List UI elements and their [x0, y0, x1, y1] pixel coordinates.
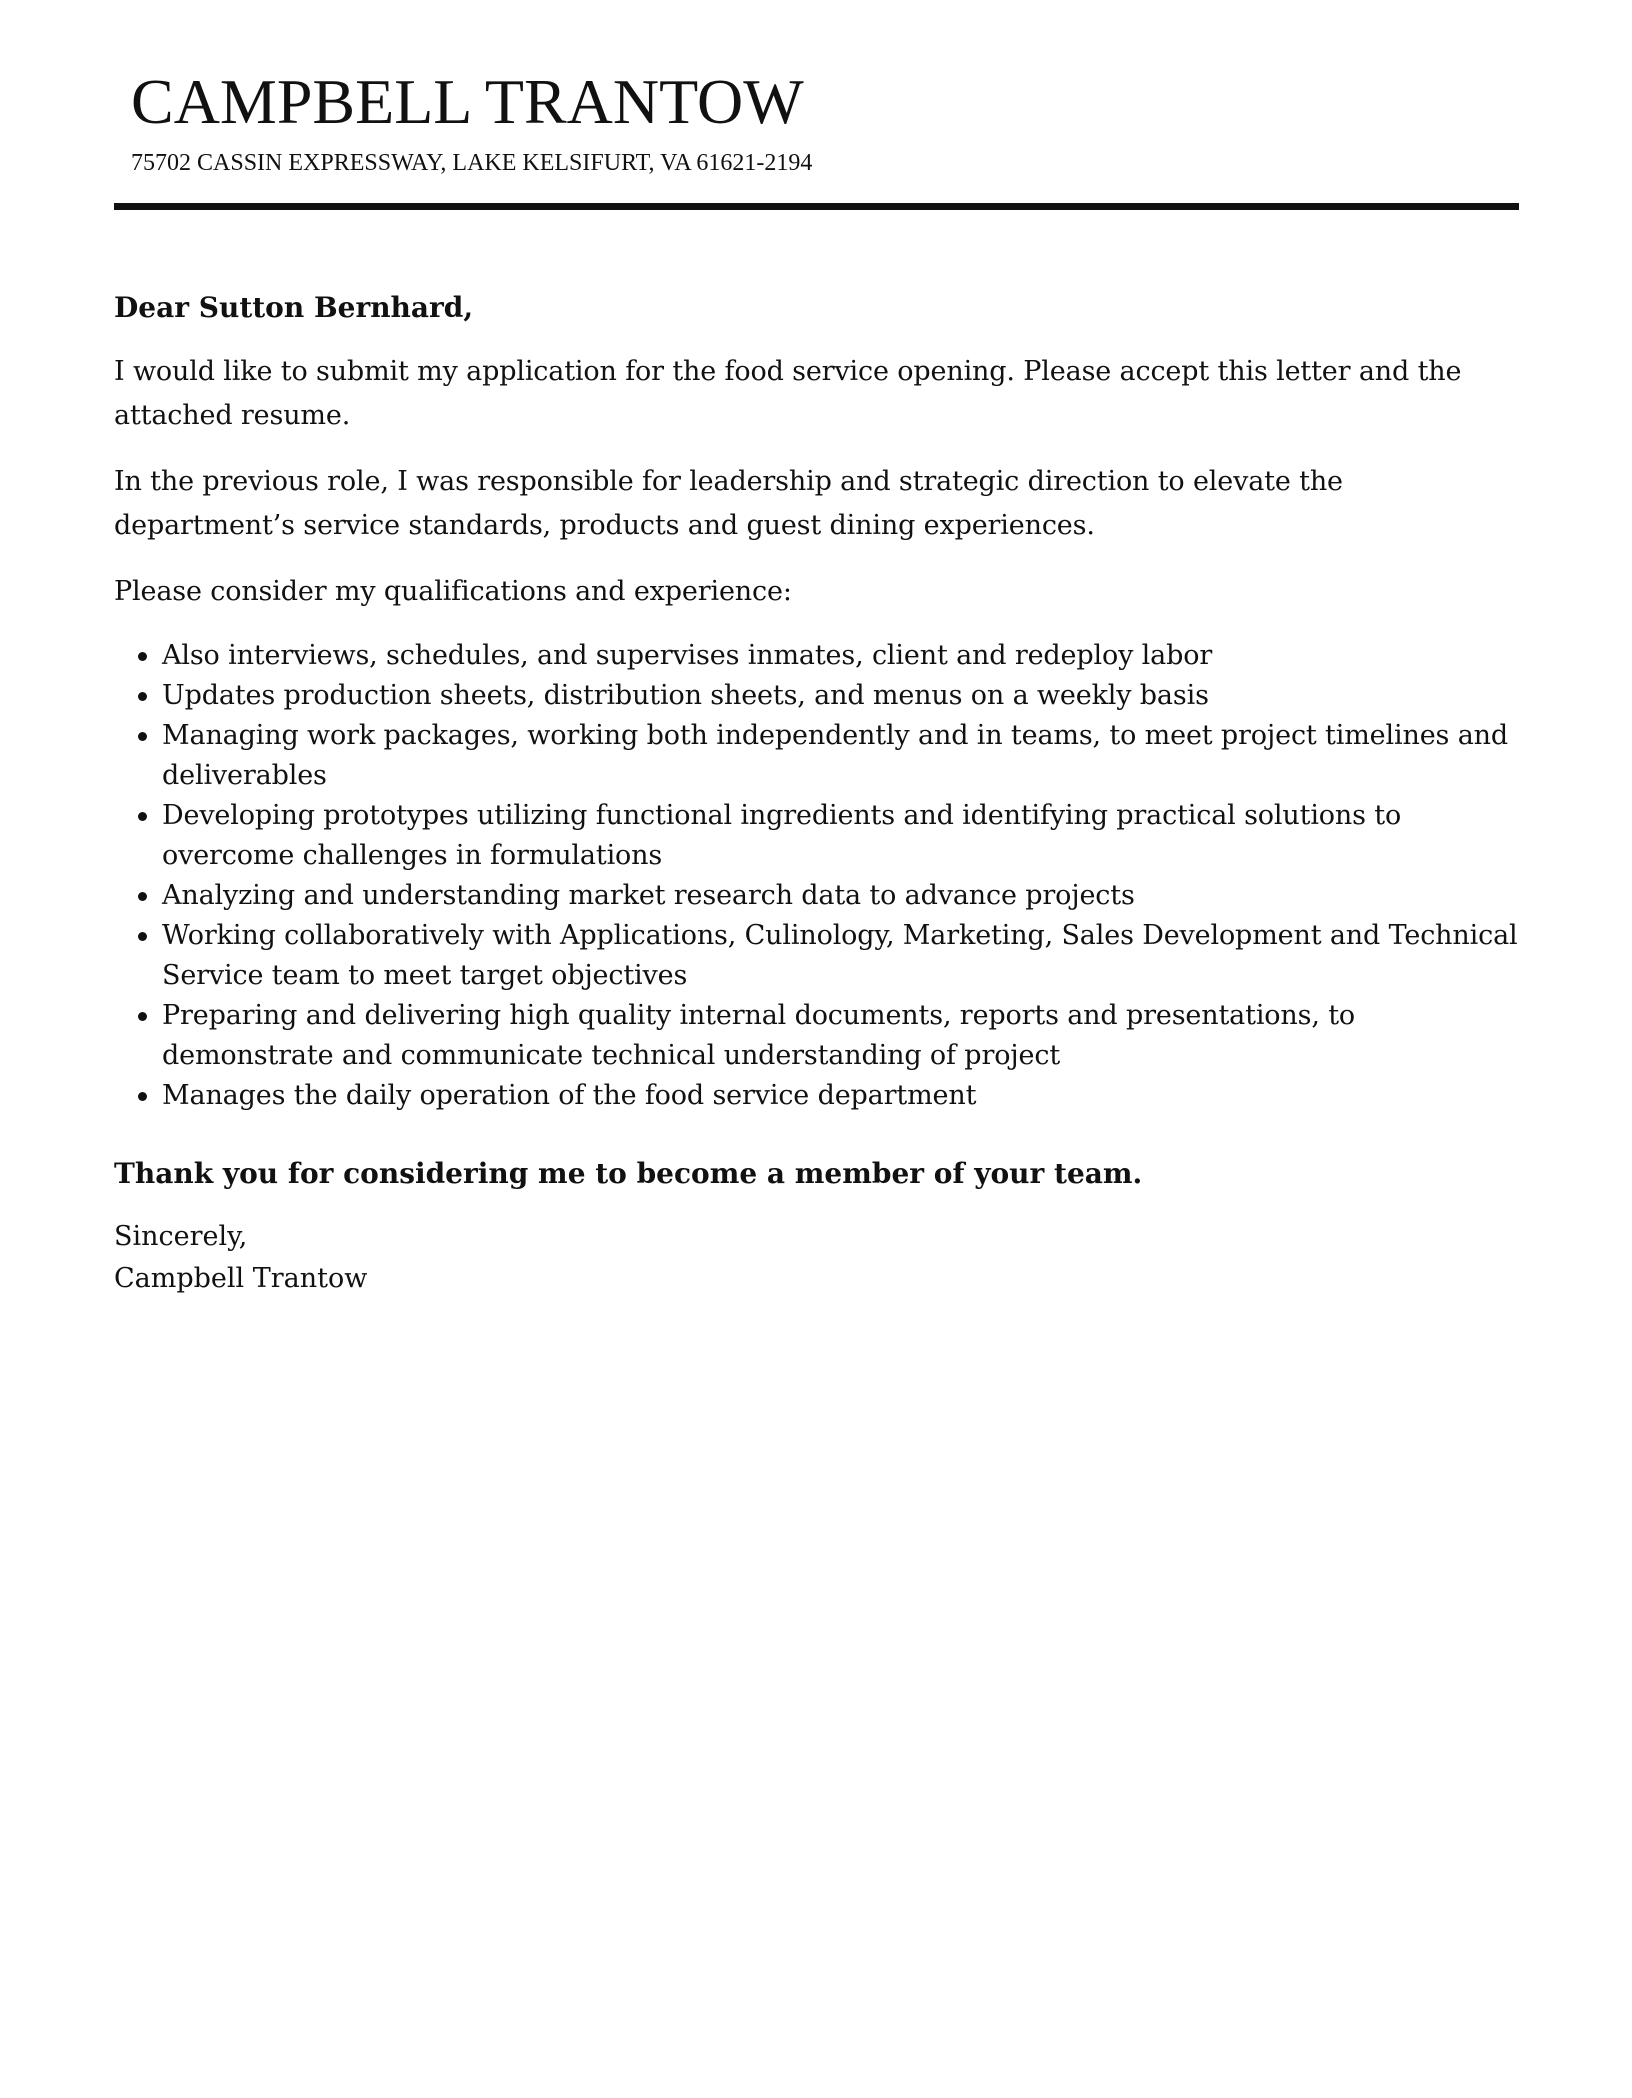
qualification-text: Also interviews, schedules, and supervises inmates, client and redeploy labor [162, 640, 1213, 671]
letter-header [114, 62, 1518, 178]
header-divider [114, 203, 1519, 210]
qualification-list [114, 636, 1519, 1116]
qualification-text: Manages the daily operation of the food service department [162, 1080, 977, 1111]
qualification-text: Developing prototypes utilizing functional ingredients and identifying practical solutions to overcome challenges in formulations [162, 800, 1402, 871]
qualification-text: Updates production sheets, distribution sheets, and menus on a weekly basis [162, 680, 1209, 711]
qualification-item [162, 876, 1519, 916]
bullet-icon [138, 812, 147, 821]
qualification-text: Preparing and delivering high quality internal documents, reports and presentations, to demonstrate and communicate technical understanding of project [162, 1000, 1356, 1071]
bullet-icon [138, 892, 147, 901]
qualification-text: Working collaboratively with Applications, Culinology, Marketing, Sales Development and Technical Service team to meet target objectives [162, 920, 1518, 991]
closing-statement: Thank you for considering me to become a member of your team. [114, 1157, 1143, 1190]
bullet-icon [138, 1012, 147, 1021]
applicant-address: 75702 CASSIN EXPRESSWAY, LAKE KELSIFURT, VA 61621-2194 [131, 150, 813, 176]
qualification-item [162, 916, 1519, 996]
qualification-item [162, 636, 1519, 676]
qualification-text: Analyzing and understanding market research data to advance projects [162, 880, 1135, 911]
bullet-icon [138, 652, 147, 661]
previous-role-paragraph: In the previous role, I was responsible for leadership and strategic direction to elevate the department’s service standards, products and guest dining experiences. [114, 466, 1343, 541]
bullet-icon [138, 692, 147, 701]
qualification-item [162, 796, 1519, 876]
bullet-icon [138, 932, 147, 941]
applicant-name: CAMPBELL TRANTOW [131, 66, 804, 137]
sign-off: Sincerely, [114, 1221, 248, 1252]
letter-body [114, 288, 1519, 1300]
qualification-item [162, 676, 1519, 716]
intro-paragraph: I would like to submit my application for the food service opening. Please accept this letter and the attached resume. [114, 356, 1462, 431]
qualification-item [162, 716, 1519, 796]
qualifications-intro: Please consider my qualifications and experience: [114, 576, 792, 607]
qualification-text: Managing work packages, working both independently and in teams, to meet project timelines and deliverables [162, 720, 1509, 791]
signature-name: Campbell Trantow [114, 1263, 368, 1294]
bullet-icon [138, 1092, 147, 1101]
qualification-item [162, 1076, 1519, 1116]
bullet-icon [138, 732, 147, 741]
qualification-item [162, 996, 1519, 1076]
salutation: Dear Sutton Bernhard, [114, 291, 474, 324]
